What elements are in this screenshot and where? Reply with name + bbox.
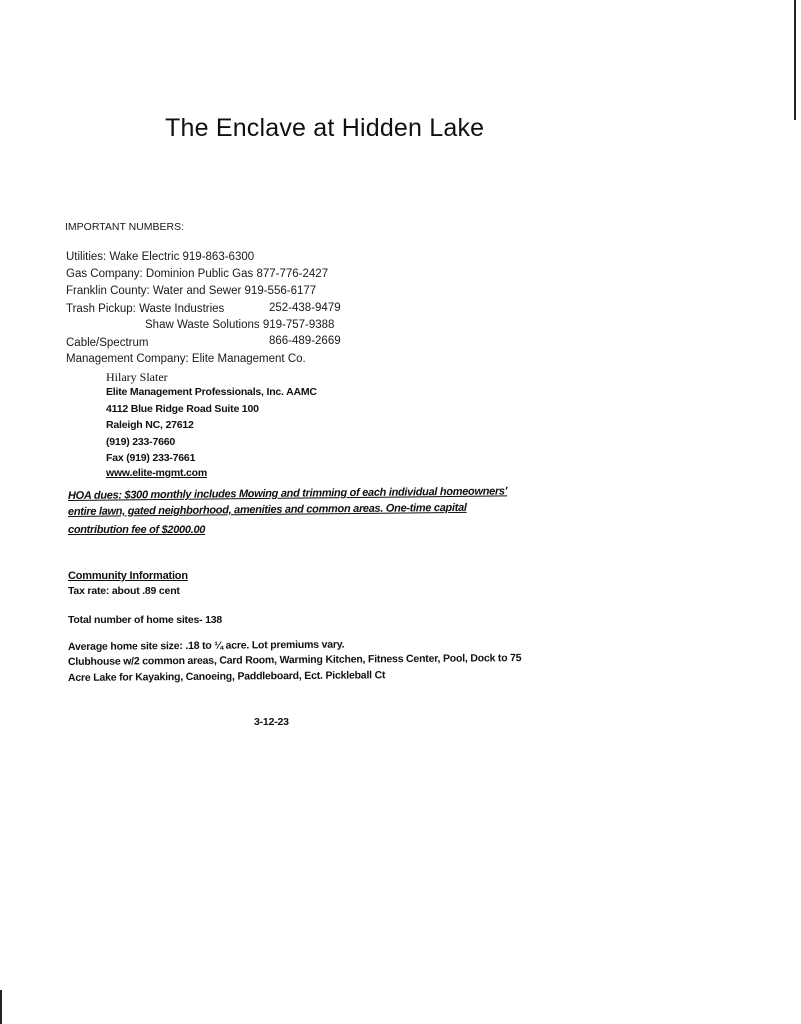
hoa-dues-line-1: HOA dues: $300 monthly includes Mowing and trimming of each individual homeowners'	[67, 485, 508, 502]
contact-address-1: 4112 Blue Ridge Road Suite 100	[106, 403, 259, 415]
contact-phone: (919) 233-7660	[106, 436, 176, 448]
hoa-dues-line-2: entire lawn, gated neighborhood, amenities and common areas. One-time capital	[67, 501, 467, 518]
contact-name: Hilary Slater	[106, 370, 168, 384]
cable-phone: 866-489-2669	[269, 335, 341, 347]
contact-company: Elite Management Professionals, Inc. AAMC	[106, 386, 317, 398]
scan-edge-bottom	[0, 990, 2, 1024]
trash-pickup-label: Trash Pickup: Waste Industries	[66, 303, 225, 315]
hoa-dues-line-3: contribution fee of $2000.00	[68, 524, 206, 536]
community-info-heading: Community Information	[68, 570, 188, 582]
cable-label: Cable/Spectrum	[66, 337, 149, 349]
tax-rate-line: Tax rate: about .89 cent	[68, 585, 180, 597]
avg-site-size-line: Average home site size: .18 to ¼ acre. Lot premiums vary.	[67, 638, 345, 653]
document-date: 3-12-23	[254, 716, 289, 728]
clubhouse-line-2: Acre Lake for Kayaking, Canoeing, Paddleboard, Ect. Pickleball Ct	[67, 669, 386, 684]
important-numbers-heading: IMPORTANT NUMBERS:	[65, 221, 185, 233]
contact-fax: Fax (919) 233-7661	[106, 452, 196, 464]
scan-edge-top	[794, 0, 796, 120]
trash-pickup-phone: 252-438-9479	[269, 302, 341, 314]
utilities-line: Utilities: Wake Electric 919-863-6300	[66, 251, 255, 263]
contact-website: www.elite-mgmt.com	[106, 467, 208, 479]
management-company-line: Management Company: Elite Management Co.	[66, 353, 306, 365]
franklin-county-line: Franklin County: Water and Sewer 919-556-6177	[66, 285, 317, 297]
home-sites-line: Total number of home sites- 138	[68, 614, 223, 626]
gas-company-line: Gas Company: Dominion Public Gas 877-776-2427	[66, 268, 329, 280]
shaw-waste-line: Shaw Waste Solutions 919-757-9388	[145, 319, 335, 331]
page-title: The Enclave at Hidden Lake	[165, 114, 485, 142]
contact-address-2: Raleigh NC, 27612	[106, 419, 194, 431]
clubhouse-line-1: Clubhouse w/2 common areas, Card Room, Warming Kitchen, Fitness Center, Pool, Dock to 75	[67, 652, 522, 668]
